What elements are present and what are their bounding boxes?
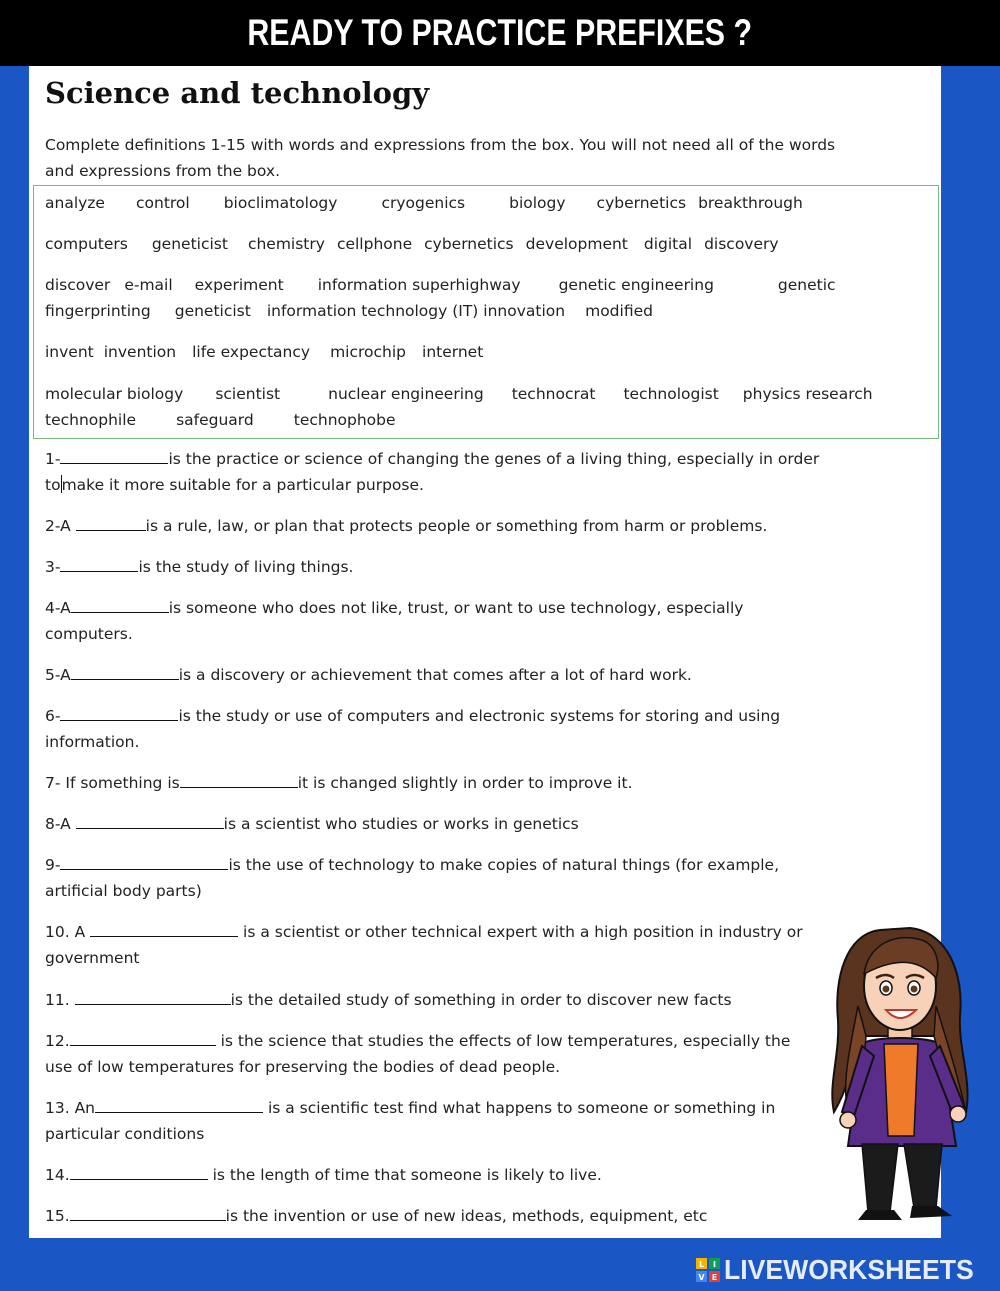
word-box-item: analyze <box>45 194 105 212</box>
word-box-item: cryogenics <box>381 194 466 212</box>
word-box-item: cybernetics <box>424 235 514 253</box>
word-box-item: modified <box>585 302 653 320</box>
answer-blank-10[interactable] <box>90 920 238 937</box>
answer-blank-12[interactable] <box>70 1029 216 1046</box>
word-box-row <box>45 302 653 320</box>
liveworksheets-logo-icon <box>696 1258 720 1282</box>
answer-blank-14[interactable] <box>70 1163 208 1180</box>
answer-blank-2[interactable] <box>76 514 146 531</box>
word-box-item: information technology (IT) innovation <box>266 302 566 320</box>
word-box-item: invention <box>103 343 177 361</box>
word-box-item: cybernetics <box>596 194 687 212</box>
word-box-item: molecular biology <box>45 385 184 403</box>
word-box-row <box>45 194 803 212</box>
word-box-item: cellphone <box>336 235 413 253</box>
answer-blank-13[interactable] <box>95 1096 263 1113</box>
question-4: 4-A is someone who does not like, trust, or want to use technology, especially computers. <box>45 595 743 647</box>
answer-blank-8[interactable] <box>76 812 224 829</box>
answer-blank-1[interactable] <box>60 447 168 464</box>
svg-text:V: V <box>698 1273 705 1282</box>
answer-blank-7[interactable] <box>180 771 298 788</box>
word-box-item: chemistry <box>247 235 325 253</box>
word-box-item: digital <box>643 235 693 253</box>
question-8: 8-A is a scientist who studies or works in genetics <box>45 811 579 837</box>
banner-title: READY TO PRACTICE PREFIXES ? <box>247 12 753 53</box>
svg-text:E: E <box>711 1273 718 1282</box>
question-7: 7- If something is it is changed slightly in order to improve it. <box>45 770 633 796</box>
question-2: 2-A is a rule, law, or plan that protects people or something from harm or problems. <box>45 513 767 539</box>
question-1: 1- is the practice or science of changing the genes of a living thing, especially in order tomake it more suitable for a particular purpose. <box>45 446 819 498</box>
question-15: 15. is the invention or use of new ideas, methods, equipment, etc <box>45 1203 707 1229</box>
question-3: 3- is the study of living things. <box>45 554 353 580</box>
word-box-item: geneticist <box>174 302 251 320</box>
question-14: 14. is the length of time that someone is likely to live. <box>45 1162 602 1188</box>
instructions-text: Complete definitions 1-15 with words and expressions from the box. You will not need all of the words and expressions from the box. <box>45 136 836 180</box>
word-box-item: biology <box>509 194 566 212</box>
word-box-item: experiment <box>194 276 284 294</box>
word-box-item: bioclimatology <box>223 194 338 212</box>
word-box-item: nuclear engineering <box>328 385 484 403</box>
word-box-item: physics research <box>742 385 873 403</box>
answer-blank-6[interactable] <box>60 704 178 721</box>
word-box-item: e-mail <box>124 276 173 294</box>
word-box-item: technophobe <box>293 411 396 429</box>
question-5: 5-A is a discovery or achievement that comes after a lot of hard work. <box>45 662 692 688</box>
question-6: 6- is the study or use of computers and electronic systems for storing and using information. <box>45 703 780 755</box>
word-box-row <box>45 385 873 403</box>
word-box-item: technologist <box>623 385 719 403</box>
word-box-item: technophile <box>45 411 137 429</box>
word-box-item: invent <box>45 343 94 361</box>
question-10: 10. A is a scientist or other technical expert with a high position in industry or government <box>45 919 803 971</box>
question-11: 11. is the detailed study of something in order to discover new facts <box>45 987 732 1013</box>
word-box-item: computers <box>45 235 128 253</box>
word-box-row <box>45 276 836 294</box>
answer-blank-4[interactable] <box>71 596 169 613</box>
svg-text:L: L <box>698 1260 705 1269</box>
answer-blank-3[interactable] <box>60 555 138 572</box>
teacher-avatar-illustration <box>818 916 998 1226</box>
word-box-item: genetic <box>777 276 836 294</box>
question-13: 13. An is a scientific test find what happens to someone or something in particular conditions <box>45 1095 775 1147</box>
brand-name: LIVEWORKSHEETS <box>724 1254 974 1285</box>
page-banner <box>0 0 1000 66</box>
word-box-item: scientist <box>215 385 281 403</box>
word-box-item: fingerprinting <box>45 302 151 320</box>
answer-blank-15[interactable] <box>70 1204 226 1221</box>
word-box-item: information superhighway <box>317 276 521 294</box>
word-box-item: genetic engineering <box>558 276 714 294</box>
svg-text:I: I <box>713 1260 716 1269</box>
word-box-item: geneticist <box>151 235 228 253</box>
question-9: 9- is the use of technology to make copies of natural things (for example, artificial body parts) <box>45 852 779 904</box>
word-box-item: development <box>525 235 628 253</box>
answer-blank-11[interactable] <box>75 988 231 1005</box>
word-box-row <box>45 343 483 361</box>
word-box-item: safeguard <box>176 411 254 429</box>
answer-blank-5[interactable] <box>71 663 179 680</box>
word-box <box>33 185 939 439</box>
word-box-row <box>45 235 779 253</box>
word-box-item: breakthrough <box>698 194 803 212</box>
word-box-item: technocrat <box>511 385 596 403</box>
worksheet-title: Science and technology <box>45 76 430 110</box>
word-box-item: control <box>135 194 190 212</box>
word-box-item: discovery <box>704 235 779 253</box>
question-12: 12. is the science that studies the effects of low temperatures, especially the use of low temperatures for preserving the bodies of dead people. <box>45 1028 790 1080</box>
word-box-row <box>45 411 396 429</box>
word-box-item: microchip <box>330 343 407 361</box>
word-box-item: discover <box>45 276 111 294</box>
word-box-item: internet <box>422 343 484 361</box>
worksheet <box>29 66 941 1238</box>
liveworksheets-brand <box>696 1254 996 1286</box>
answer-blank-9[interactable] <box>60 853 228 870</box>
word-box-item: life expectancy <box>192 343 311 361</box>
